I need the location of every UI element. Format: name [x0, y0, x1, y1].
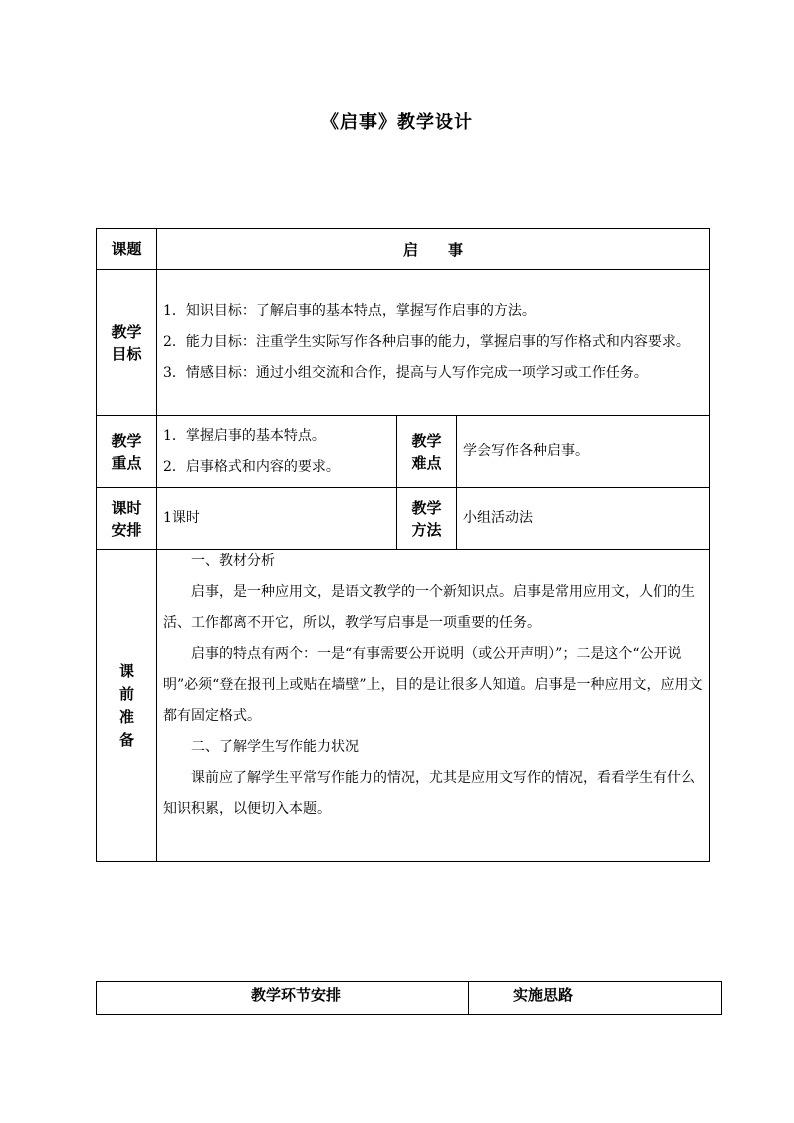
prep-heading: 二、了解学生写作能力状况: [191, 739, 359, 755]
method-value: 小组活动法: [457, 488, 710, 550]
goals-cell: [157, 270, 710, 416]
prep-paragraph: 启事的特点有两个：一是“有事需要公开说明（或公开声明）”；二是这个“公开说明”必须“登在报刊上或贴在墙壁”上，目的是让很多人知道。启事是一种应用文，应用文都有固定格式。: [163, 646, 703, 724]
lesson-plan-table: [96, 228, 710, 862]
goals-label: 教学目标: [97, 270, 157, 416]
prep-heading: 一、教材分析: [191, 553, 275, 569]
topic-value: 启 事: [157, 229, 710, 270]
goal-item: 3．情感目标：通过小组交流和合作，提高与人写作完成一项学习或工作任务。: [163, 365, 648, 381]
prep-paragraph: 课前应了解学生平常写作能力的情况，尤其是应用文写作的情况，看看学生有什么知识积累，以便切入本题。: [163, 770, 695, 817]
method-label: 教学方法: [397, 488, 457, 550]
schedule-value: 1课时: [157, 488, 397, 550]
difficulty-label: 教学难点: [397, 416, 457, 488]
key-label: 教学重点: [97, 416, 157, 488]
prep-cell: [157, 550, 710, 862]
topic-label: 课题: [97, 229, 157, 270]
teaching-steps-table: [96, 981, 722, 1015]
prep-label: 课前准备: [97, 550, 157, 862]
key-point-item: 1．掌握启事的基本特点。: [163, 427, 326, 444]
difficulty-value: 学会写作各种启事。: [457, 416, 710, 488]
steps-header: 教学环节安排: [97, 982, 469, 1015]
prep-paragraph: 启事，是一种应用文，是语文教学的一个新知识点。启事是常用应用文，人们的生活、工作都离不开它，所以，教学写启事是一项重要的任务。: [163, 584, 695, 631]
page-title: 《启事》教学设计: [321, 112, 473, 133]
key-point-item: 2．启事格式和内容的要求。: [163, 458, 340, 475]
goal-item: 1．知识目标：了解启事的基本特点，掌握写作启事的方法。: [163, 303, 536, 319]
key-points-cell: [157, 416, 397, 488]
goal-item: 2．能力目标：注重学生实际写作各种启事的能力，掌握启事的写作格式和内容要求。: [163, 334, 690, 350]
approach-header: 实施思路: [469, 982, 722, 1015]
schedule-label: 课时安排: [97, 488, 157, 550]
